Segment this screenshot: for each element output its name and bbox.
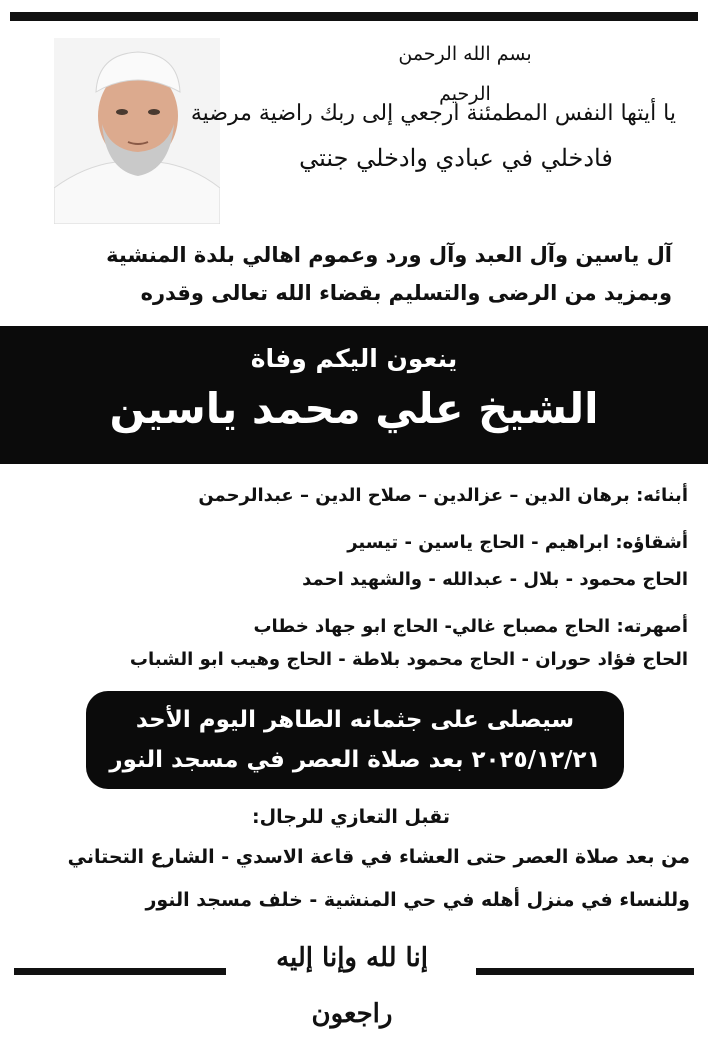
- condolences-men: من بعد صلاة العصر حتى العشاء في قاعة الاسدي - الشارع التحتاني: [67, 846, 690, 868]
- brothers-names-1: ابراهيم - الحاج ياسين - تيسير: [347, 532, 610, 553]
- deceased-name: الشيخ علي محمد ياسين: [109, 384, 599, 433]
- inlaws-names-1: الحاج مصباح غالي- الحاج ابو جهاد خطاب: [253, 616, 611, 637]
- inlaws-label: أصهرته:: [616, 616, 688, 637]
- family-intro-line-1: آل ياسين وآل العبد وآل ورد وعموم اهالي بلدة المنشية: [106, 243, 672, 267]
- announcement-text: ينعون اليكم وفاة: [250, 344, 458, 373]
- condolences-women: وللنساء في منزل أهله في حي المنشية - خلف مسجد النور: [145, 889, 690, 911]
- inlaws-row-2: الحاج فؤاد حوران - الحاج محمود بلاطة - الحاج وهيب ابو الشباب: [129, 649, 688, 670]
- funeral-line-1: سيصلى على جثمانه الطاهر اليوم الأحد: [135, 707, 575, 733]
- verse-line-2: فادخلي في عبادي وادخلي جنتي: [299, 144, 613, 172]
- sons-names: برهان الدين – عزالدين – صلاح الدين – عبدالرحمن: [198, 485, 630, 506]
- bottom-rule-right: [476, 968, 694, 975]
- sons-label: أبنائه:: [636, 485, 688, 506]
- verse-line-1: يا أيتها النفس المطمئنة ارجعي إلى ربك راضية مرضية: [190, 101, 676, 126]
- closing-verse: إنا لله وإنا إليه راجعون: [276, 943, 428, 1029]
- quran-verse: [190, 92, 676, 192]
- family-intro: [60, 236, 672, 312]
- inlaws-row: [40, 612, 688, 642]
- announcement-banner: [0, 326, 708, 464]
- top-border: [10, 12, 698, 21]
- family-intro-line-2: وبمزيد من الرضى والتسليم بقضاء الله تعالى وقدره: [140, 281, 672, 305]
- funeral-info-box: [86, 691, 624, 789]
- basmala: بسم الله الرحمن الرحيم: [398, 43, 532, 105]
- brothers-row-2: الحاج محمود - بلال - عبدالله - والشهيد احمد: [302, 569, 688, 590]
- brothers-row: [40, 528, 688, 558]
- funeral-line-2: ٢٠٢٥/١٢/٢١ بعد صلاة العصر في مسجد النور: [109, 747, 601, 773]
- bottom-rule-left: [14, 968, 226, 975]
- condolences-heading: تقبل التعازي للرجال:: [252, 806, 450, 828]
- brothers-label: أشقاؤه:: [615, 532, 688, 553]
- sons-row: [40, 481, 688, 511]
